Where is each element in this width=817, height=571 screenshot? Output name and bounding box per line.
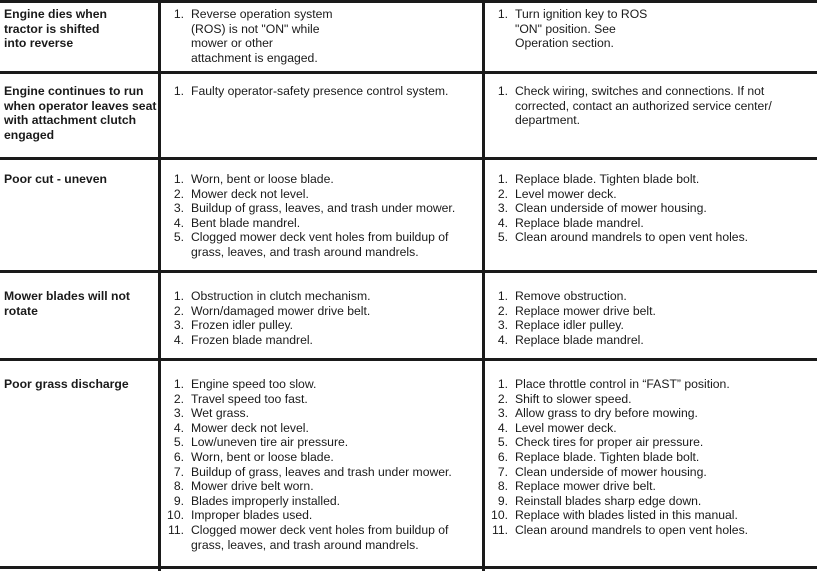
column-divider — [482, 0, 485, 571]
list-item: 3. Frozen idler pulley. — [173, 318, 294, 333]
list-item: 6. Replace blade. Tighten blade bolt. — [497, 449, 700, 464]
list-item: 4. Frozen blade mandrel. — [173, 332, 313, 347]
list-item: 5. Check tires for proper air pressure. — [497, 435, 704, 450]
problem-blades-will-not-rotate: Mower blades will not rotate — [4, 289, 130, 318]
problem-poor-cut-uneven: Poor cut - uneven — [4, 172, 107, 186]
list-item: 6. Worn, bent or loose blade. — [173, 449, 334, 464]
list-item: 2. Worn/damaged mower drive belt. — [173, 303, 371, 318]
list-item: 2. Mower deck not level. — [173, 186, 309, 201]
problem-engine-continues-to-run: Engine continues to run when operator leaves seat with attachment clutch engaged — [4, 84, 157, 142]
list-item: 1. Check wiring, switches and connections. If not corrected, contact an authorized service center/ department. — [497, 84, 772, 128]
list-item: 5. Clogged mower deck vent holes from buildup of grass, leaves, and trash around mandrels. — [173, 230, 449, 259]
list-item: 1. Faulty operator-safety presence control system. — [173, 84, 449, 98]
causes-list — [166, 289, 466, 347]
remedies-list — [490, 377, 810, 538]
list-item: 7. Buildup of grass, leaves and trash under mower. — [173, 464, 452, 479]
list-item: 9. Blades improperly installed. — [173, 493, 341, 508]
list-item: 8. Replace mower drive belt. — [497, 479, 656, 494]
remedies-list — [490, 84, 790, 128]
list-item: 2. Level mower deck. — [497, 186, 617, 201]
list-item: 4. Replace blade mandrel. — [497, 215, 644, 230]
row-divider — [0, 566, 817, 569]
list-item: 1. Reverse operation system (ROS) is not "ON" while mower or other attachment is engaged. — [173, 7, 333, 65]
list-item: 3. Wet grass. — [173, 406, 250, 421]
list-item: 10. Improper blades used. — [167, 508, 313, 523]
list-item: 4. Bent blade mandrel. — [173, 215, 301, 230]
list-item: 5. Clean around mandrels to open vent holes. — [497, 230, 749, 245]
list-item: 1. Replace blade. Tighten blade bolt. — [497, 172, 700, 186]
list-item: 4. Mower deck not level. — [173, 420, 309, 435]
list-item: 7. Clean underside of mower housing. — [497, 464, 707, 479]
list-item: 9. Reinstall blades sharp edge down. — [497, 493, 702, 508]
list-item: 1. Turn ignition key to ROS "ON" position. See Operation section. — [497, 7, 648, 51]
list-item: 8. Mower drive belt worn. — [173, 479, 314, 494]
list-item: 2. Travel speed too fast. — [173, 391, 308, 406]
list-item: 3. Replace idler pulley. — [497, 318, 624, 333]
list-item: 11. Clean around mandrels to open vent holes. — [491, 522, 749, 537]
causes-list — [166, 7, 336, 65]
remedies-list — [490, 289, 810, 347]
list-item: 2. Shift to slower speed. — [497, 391, 632, 406]
remedies-list — [490, 172, 810, 245]
row-divider — [0, 358, 817, 361]
list-item: 3. Buildup of grass, leaves, and trash under mower. — [173, 201, 456, 216]
list-item: 1. Worn, bent or loose blade. — [173, 172, 334, 186]
list-item: 1. Place throttle control in “FAST” position. — [497, 377, 730, 391]
problem-reverse-engine-dies: Engine dies when tractor is shifted into reverse — [4, 7, 107, 51]
causes-list — [166, 84, 466, 99]
list-item: 1. Engine speed too slow. — [173, 377, 317, 391]
list-item: 11. Clogged mower deck vent holes from buildup of grass, leaves, and trash around mandrels. — [167, 522, 449, 552]
problem-poor-grass-discharge: Poor grass discharge — [4, 377, 129, 391]
list-item: 4. Level mower deck. — [497, 420, 617, 435]
row-divider — [0, 157, 817, 160]
row-divider — [0, 270, 817, 273]
list-item: 1. Remove obstruction. — [497, 289, 627, 303]
list-item: 10. Replace with blades listed in this manual. — [491, 508, 738, 523]
list-item: 3. Clean underside of mower housing. — [497, 201, 707, 216]
list-item: 5. Low/uneven tire air pressure. — [173, 435, 349, 450]
row-divider — [0, 0, 817, 3]
causes-list — [166, 377, 466, 552]
list-item: 3. Allow grass to dry before mowing. — [497, 406, 698, 421]
causes-list — [166, 172, 466, 260]
row-divider — [0, 71, 817, 74]
remedies-list — [490, 7, 650, 51]
list-item: 4. Replace blade mandrel. — [497, 332, 644, 347]
list-item: 1. Obstruction in clutch mechanism. — [173, 289, 371, 303]
list-item: 2. Replace mower drive belt. — [497, 303, 656, 318]
